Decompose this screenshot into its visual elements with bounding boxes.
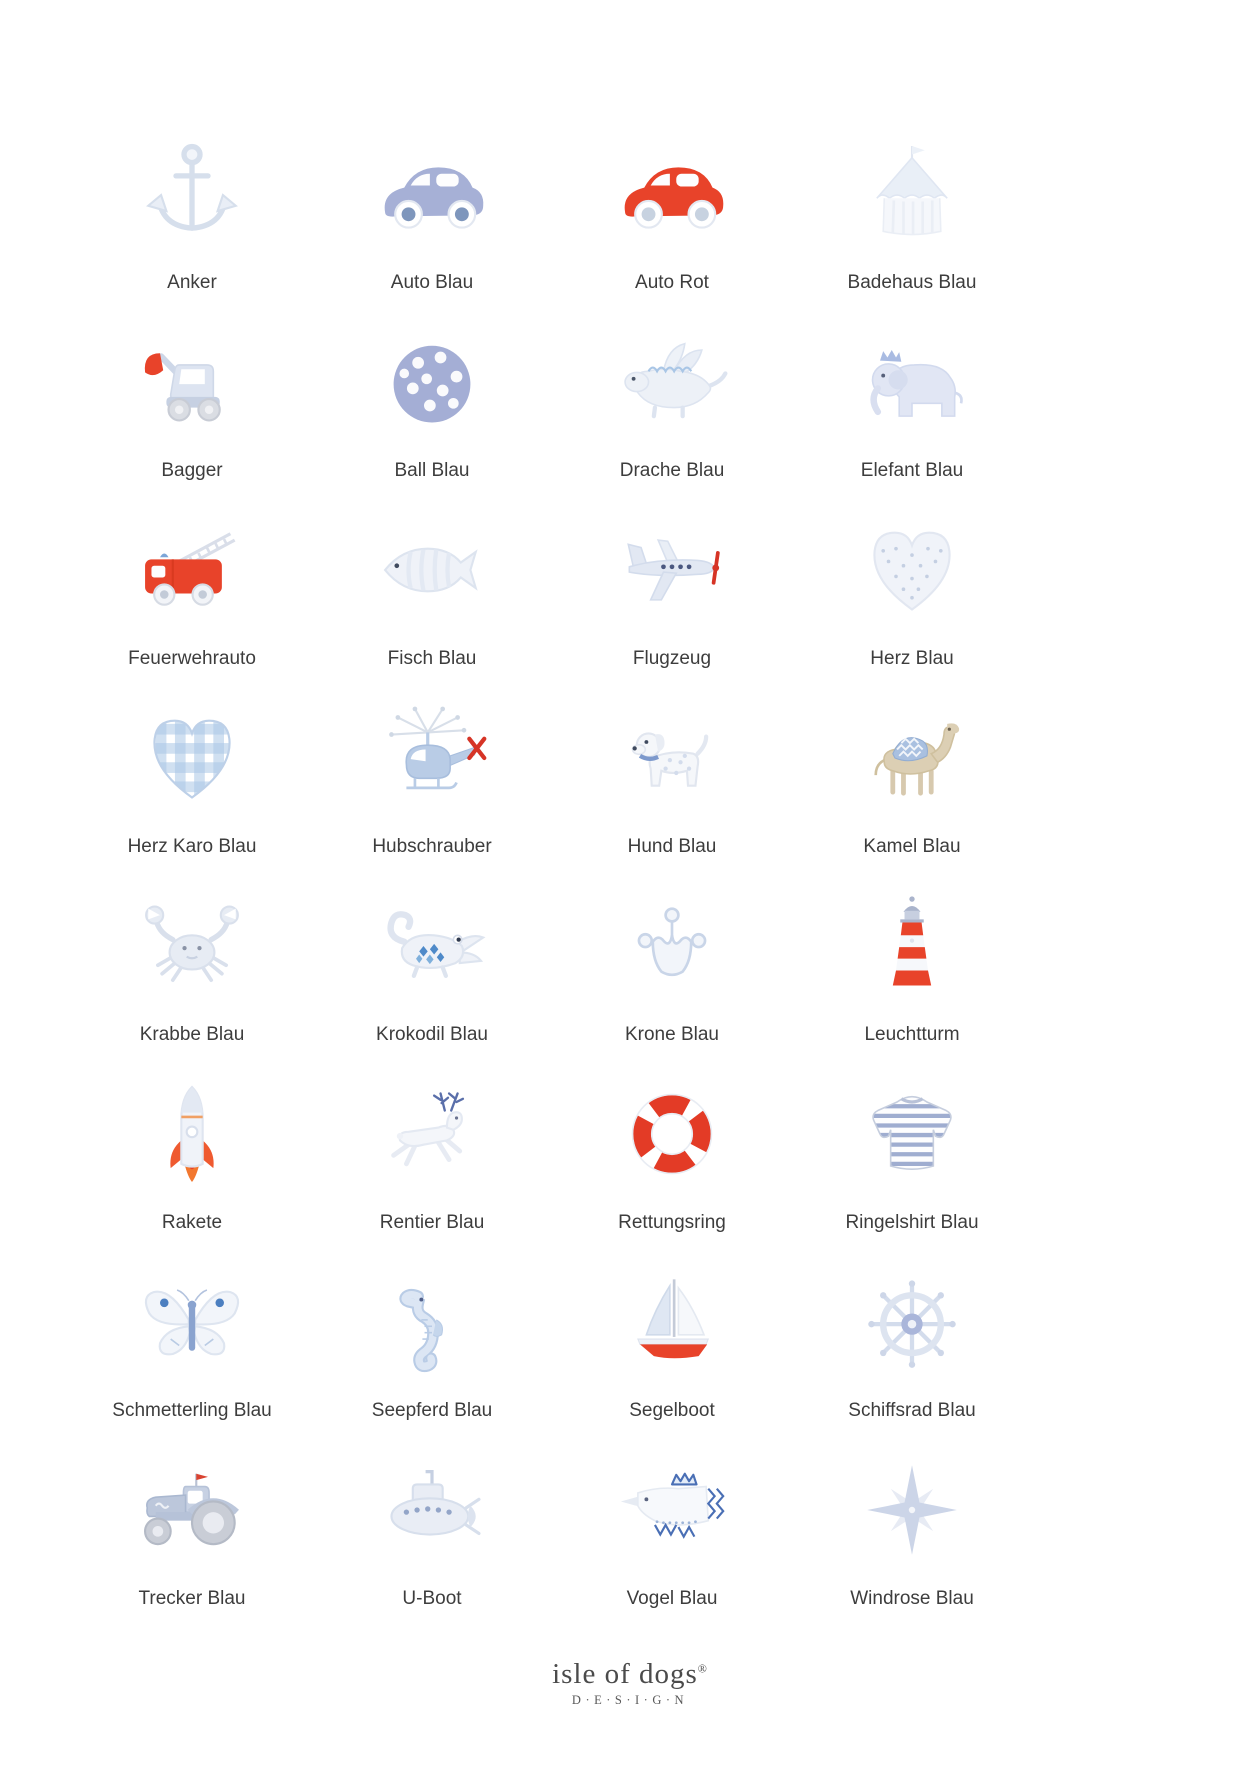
airplane-icon [597,501,747,639]
motif-label: Schiffsrad Blau [848,1400,976,1421]
tractor-icon [117,1441,267,1579]
motif-cell [792,1048,1032,1236]
motif-cell [552,672,792,860]
motif-cell [552,296,792,484]
motif-label: Rettungsring [618,1212,726,1233]
compass-rose-icon [837,1441,987,1579]
ball-icon [357,313,507,451]
excavator-icon [117,313,267,451]
motif-label: Kamel Blau [863,836,961,857]
brand-subtitle: D·E·S·I·G·N [571,1693,689,1707]
motif-label: Elefant Blau [860,460,964,481]
motif-cell [792,484,1032,672]
crown-icon [597,877,747,1015]
dog-icon [597,689,747,827]
heart-icon [837,501,987,639]
motif-label: Drache Blau [619,460,725,481]
motif-cell [72,860,312,1048]
lighthouse-icon [837,877,987,1015]
motif-label: U-Boot [402,1588,462,1609]
motif-cell [72,484,312,672]
motif-cell [312,860,552,1048]
motif-cell [552,860,792,1048]
fire-truck-icon [117,501,267,639]
motif-cell [552,1236,792,1424]
motif-label: Flugzeug [632,648,712,669]
motif-label: Krokodil Blau [376,1024,488,1045]
motif-grid [72,108,1032,1612]
motif-label: Leuchtturm [864,1024,960,1045]
sailboat-icon [597,1253,747,1391]
motif-cell [72,672,312,860]
motif-cell [312,108,552,296]
motif-label: Rentier Blau [379,1212,485,1233]
dragon-icon [597,313,747,451]
motif-cell [312,1236,552,1424]
motif-cell [72,1048,312,1236]
motif-cell [792,108,1032,296]
motif-label: Anker [167,272,217,293]
motif-label: Auto Rot [635,272,709,293]
brand-footer [0,1658,1260,1708]
motif-label: Bagger [161,460,223,481]
butterfly-icon [117,1253,267,1391]
motif-label: Hund Blau [627,836,717,857]
motif-label: Herz Karo Blau [127,836,257,857]
motif-label: Fisch Blau [387,648,477,669]
motif-label: Schmetterling Blau [112,1400,272,1421]
crab-icon [117,877,267,1015]
motif-cell [792,1236,1032,1424]
motif-cell [552,1048,792,1236]
helicopter-icon [357,689,507,827]
motif-label: Krone Blau [624,1024,719,1045]
motif-cell [312,672,552,860]
motif-label: Segelboot [629,1400,715,1421]
bathhouse-icon [837,125,987,263]
car-blue-icon [357,125,507,263]
motif-cell [72,1236,312,1424]
motif-cell [312,296,552,484]
motif-label: Feuerwehrauto [128,648,256,669]
motif-label: Ringelshirt Blau [845,1212,979,1233]
registered-mark: ® [697,1661,708,1676]
camel-icon [837,689,987,827]
seahorse-icon [357,1253,507,1391]
motif-label: Badehaus Blau [847,272,977,293]
elephant-icon [837,313,987,451]
motif-cell [312,1424,552,1612]
brand-name: isle of dogs [552,1658,698,1690]
motif-label: Auto Blau [390,272,474,293]
motif-cell [552,1424,792,1612]
motif-label: Ball Blau [394,460,470,481]
motif-cell [792,672,1032,860]
brand-logo [0,1658,1260,1691]
motif-label: Hubschrauber [372,836,492,857]
anchor-icon [117,125,267,263]
motif-label: Krabbe Blau [139,1024,245,1045]
motif-cell [552,484,792,672]
motif-cell [312,484,552,672]
motif-cell [312,1048,552,1236]
striped-shirt-icon [837,1065,987,1203]
car-red-icon [597,125,747,263]
motif-cell [792,860,1032,1048]
motif-cell [792,296,1032,484]
motif-label: Trecker Blau [138,1588,246,1609]
motif-label: Vogel Blau [626,1588,718,1609]
bird-icon [597,1441,747,1579]
motif-label: Windrose Blau [850,1588,974,1609]
motif-cell [72,1424,312,1612]
motif-cell [552,108,792,296]
fish-icon [357,501,507,639]
motif-cell [792,1424,1032,1612]
motif-label: Seepferd Blau [371,1400,493,1421]
motif-cell [72,296,312,484]
life-ring-icon [597,1065,747,1203]
crocodile-icon [357,877,507,1015]
reindeer-icon [357,1065,507,1203]
motif-cell [72,108,312,296]
motif-label: Rakete [161,1212,223,1233]
motif-label: Herz Blau [870,648,954,669]
gingham-heart-icon [117,689,267,827]
rocket-icon [117,1065,267,1203]
ship-wheel-icon [837,1253,987,1391]
submarine-icon [357,1441,507,1579]
